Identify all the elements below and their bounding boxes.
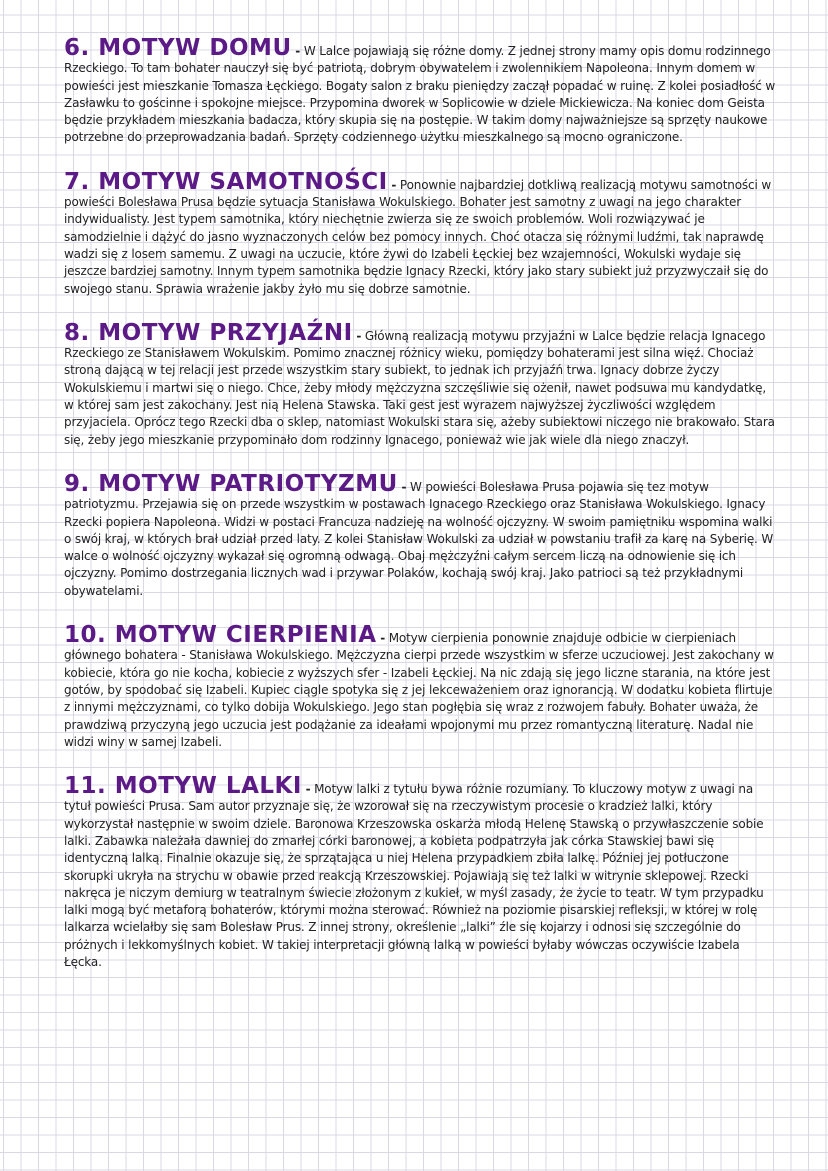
section-paragraph [64,622,778,751]
section-paragraph [64,168,778,298]
section-motyw-samotnosci [64,168,778,298]
section-paragraph [64,35,778,147]
section-heading: 8. MOTYW PRZYJAŹNI [64,319,353,346]
heading-separator: - [391,177,397,192]
section-heading: 6. MOTYW DOMU [64,35,292,61]
section-text: Motyw lalki z tytułu bywa różnie rozumiany. To kluczowy motyw z uwagi na tytuł powieści Prusa. Sam autor przyznaje się, że wzorował się na rzeczywistym procesie o kradzież lalki, który wykorzystał następnie w swoim dziele. Baronowa Krzeszowska oskarża młodą Helenę Stawską o przywłaszczenie sobie lalki. Zabawka należała dawniej do zmarłej córki baronowej, a kobieta podpatrzyła jak córka Stawskiej bawi się identyczną lalką. Finalnie okazuje się, że sprzątająca u niej Helena przypadkiem zbiła lalkę. Później jej potłuczone skorupki ukryła na strychu w obawie przed reakcją Krzeszowskiej. Pojawiają się też lalki w witrynie sklepowej. Rzecki nakręca je niczym demiurg w teatralnym świecie złożonym z kukieł, w myśl zasady, że życie to teatr. W tym przypadku lalki mogą być metaforą bohaterów, którymi można sterować. Również na poziomie pisarskiej refleksji, w której w rolę lalkarza wcielałby się sam Bolesław Prus. Z innej strony, określenie „lalki” źle się kojarzy i odnosi się szczególnie do próżnych i lekkomyślnych kobiet. W takiej interpretacji główną lalką w powieści byłaby wówczas oczywiście Izabela Łęcka. [64,782,764,970]
section-text: Motyw cierpienia ponownie znajduje odbicie w cierpieniach głównego bohatera - Stanisława Wokulskiego. Mężczyzna cierpi przede wszystkim w sferze uczuciowej. Jest zakochany w kobiecie, która go nie kocha, kobiecie z wyższych sfer - Izabeli Łęckiej. Na nic zdają się jego liczne starania, na które jest gotów, by spodobać się Izabeli. Kupiec ciągle spotyka się z jej lekceważeniem oraz ignorancją. W dodatku kobieta flirtuje z innymi mężczyznami, co tylko dobija Wokulskiego. Jego stan pogłębia się wraz z rozwojem fabuły. Bohater uważa, że prawdziwą przyczyną jego uczucia jest podążanie za ideałami wpojonymi mu przez romantyczną literaturę. Nadal nie widzi winy w samej Izabeli. [64,631,774,749]
section-heading: 7. MOTYW SAMOTNOŚCI [64,168,388,195]
section-motyw-cierpienia [64,622,778,751]
section-motyw-domu [64,35,778,147]
section-paragraph [64,470,778,600]
section-text: W powieści Bolesława Prusa pojawia się tez motyw patriotyzmu. Przejawia się on przede wszystkim w postawach Ignacego Rzeckiego oraz Stanisława Wokulskiego. Ignacy Rzecki popiera Napoleona. Widzi w postaci Francuza nadzieję na wolność ojczyzny. W swoim pamiętniku wspomina walki o swój kraj, w których brał udział przed laty. Z kolei Stanisław Wokulski za udział w powstaniu trafił za karę na Syberię. W walce o wolność ojczyzny wykazał się ogromną odwagą. Obaj mężczyźni całym sercem liczą na odnowienie się ich ojczyzny. Pomimo dostrzegania licznych wad i przywar Polaków, kochają swój kraj. Jako patrioci są też przykładnymi obywatelami. [64,479,774,598]
section-motyw-patriotyzmu [64,470,778,600]
heading-separator: - [356,328,362,343]
section-text: Główną realizacją motywu przyjaźni w Lalce będzie relacja Ignacego Rzeckiego ze Stanisławem Wokulskim. Pomimo znacznej różnicy wieku, pomiędzy bohaterami jest silna więź. Chociaż stroną dającą w tej relacji jest przede wszystkim stary subiekt, to jednak ich przyjaźń trwa. Ignacy dobrze życzy Wokulskiemu i martwi się o niego. Chce, żeby młody mężczyzna szczęśliwie się ożenił, nawet podsuwa mu kandydatkę, w której sam jest zakochany. Jest nią Helena Stawska. Taki gest jest wyrazem najwyższej życzliwości względem przyjaciela. Oprócz tego Rzecki dba o sklep, natomiast Wokulski stara się, ażeby subiektowi niczego nie brakowało. Stara się, żeby jego mieszkanie przypominało dom rodzinny Ignacego, ponieważ wie jak wiele dla niego znaczył. [64,328,775,447]
heading-separator: - [305,782,311,797]
section-text: Ponownie najbardziej dotkliwą realizacją motywu samotności w powieści Bolesława Prusa będzie sytuacja Stanisława Wokulskiego. Bohater jest samotny z uwagi na jego charakter indywidualisty. Jest typem samotnika, który niechętnie zwierza się ze swoich problemów. Woli rozwiązywać je samodzielnie i dążyć do jasno wyznaczonych celów bez pomocy innych. Choć otacza się różnymi ludźmi, tak naprawdę wadzi się z losem samemu. Z uwagi na uczucie, które żywi do Izabeli Łęckiej bez wzajemności, Wokulski wydaje się jeszcze bardziej samotny. Innym typem samotnika będzie Ignacy Rzecki, który jako stary subiekt już przyzwyczaił się do swojego stanu. Sprawia wrażenie jakby żyło mu się dobrze samotnie. [64,177,771,296]
heading-separator: - [380,631,386,646]
heading-separator: - [295,44,301,58]
heading-separator: - [401,479,407,494]
section-heading: 10. MOTYW CIERPIENIA [64,622,377,649]
section-paragraph [64,319,778,449]
section-heading: 11. MOTYW LALKI [64,773,302,800]
section-motyw-lalki [64,773,778,971]
section-paragraph [64,773,778,971]
section-text: W Lalce pojawiają się różne domy. Z jednej strony mamy opis domu rodzinnego Rzeckiego. To tam bohater nauczył się być patriotą, dobrym obywatelem i zwolennikiem Napoleona. Innym domem w powieści jest mieszkanie Tomasza Łęckiego. Bogaty salon z braku pieniędzy zaczął popadać w ruinę. Z kolei posiadłość w Zasławku to gościnne i spokojne miejsce. Przypomina dworek w Soplicowie w dziele Mickiewicza. Na koniec dom Geista będzie przykładem mieszkania badacza, który skupia się na postępie. W takim domy najważniejsze są sprzęty naukowe potrzebne do przeprowadzania badań. Sprzęty codziennego użytku mieszkalnego są mocno ograniczone. [64,44,776,145]
section-motyw-przyjazni [64,319,778,449]
section-heading: 9. MOTYW PATRIOTYZMU [64,470,398,497]
